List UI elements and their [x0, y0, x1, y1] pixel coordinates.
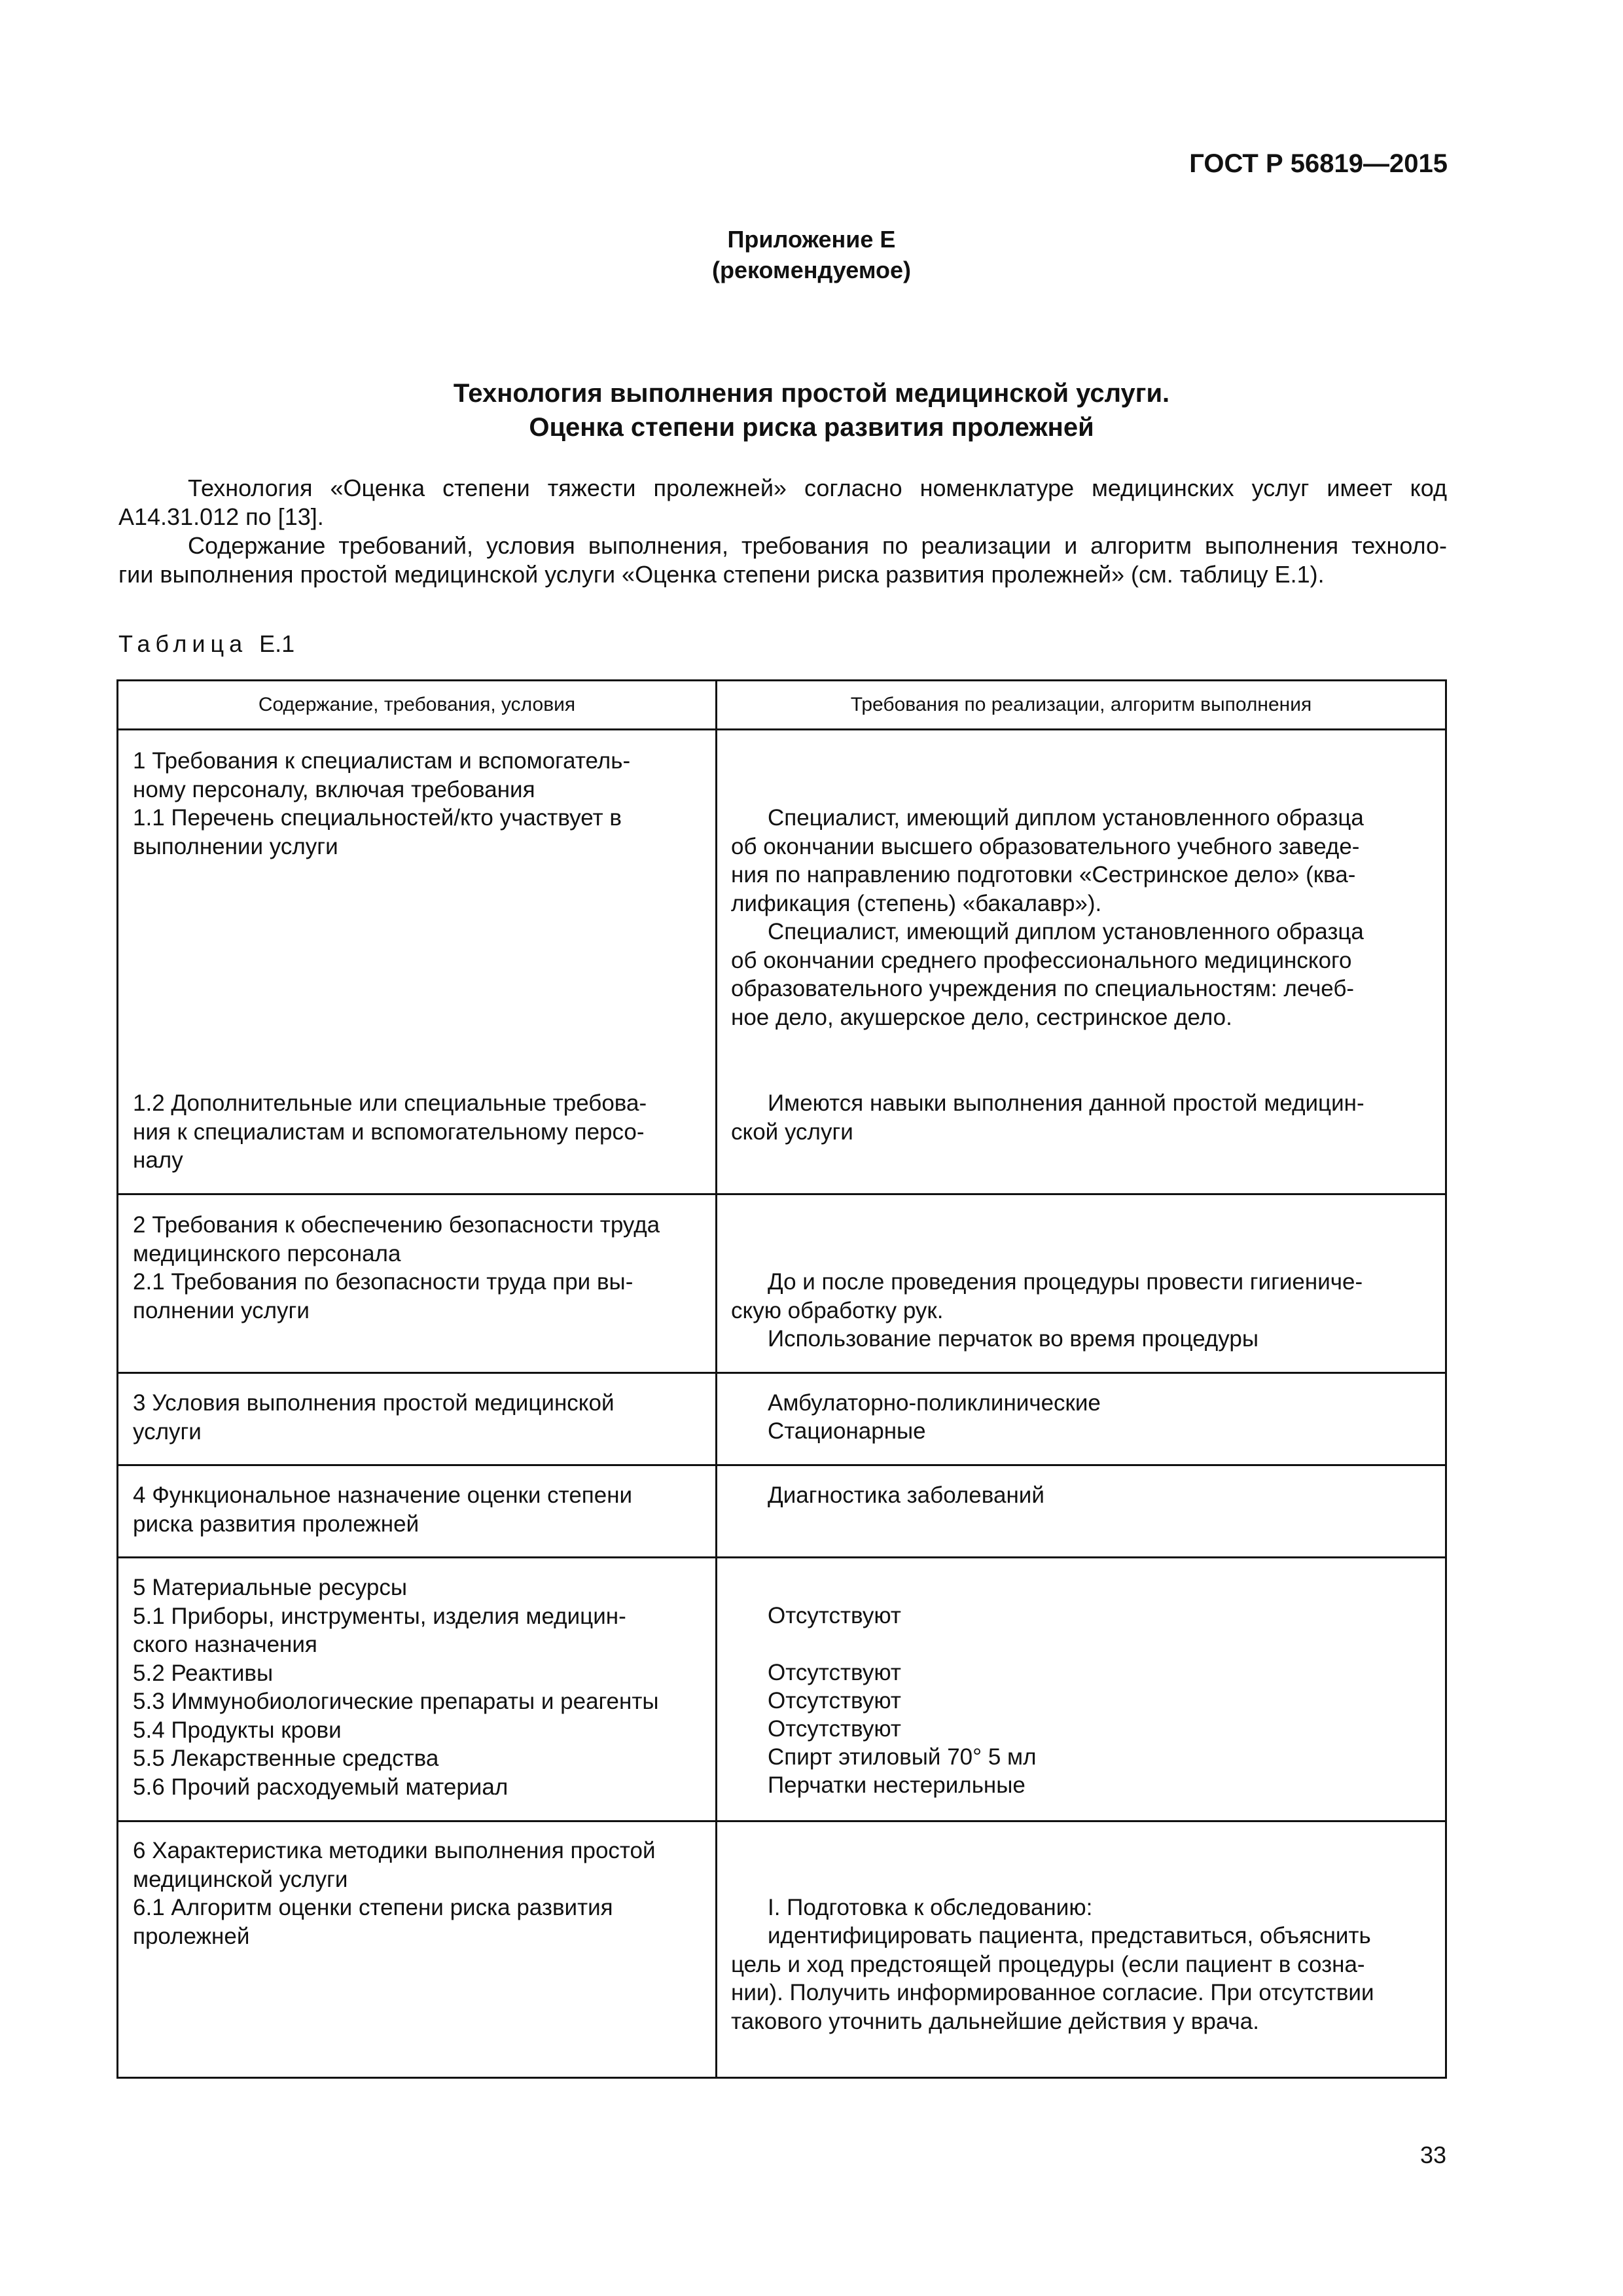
row-5-right-5: Спирт этиловый 70° 5 мл [768, 1744, 1037, 1770]
row-4-left: 4 Функциональное назначение оценки степени риска развития пролежней [133, 1482, 633, 1537]
intro-paragraph-1-line-2: А14.31.012 по [13]. [118, 503, 324, 530]
row-5-left: 5 Материальные ресурсы 5.1 Приборы, инструменты, изделия медицин- ского назначения 5.2 Реактивы 5.3 Иммунобиологические препараты и реагенты 5.4 Продукты крови 5.5 Лекарственные средства 5.6 Прочий расходуемый материал [133, 1575, 659, 1800]
appendix-status: (рекомендуемое) [712, 257, 911, 283]
row-1-right-a: Специалист, имеющий диплом установленного образца об окончании высшего образовательного учебного заведе- ния по направлению подготовки «Сестринское дело» (ква- лификация (степень) «бакалавр»). [731, 805, 1364, 916]
row-divider [116, 1372, 1447, 1374]
table-border-middle [715, 679, 717, 2079]
appendix-title: Приложение Е [727, 226, 896, 253]
row-5-right-3: Отсутствуют [768, 1688, 901, 1713]
row-1-right-b: Специалист, имеющий диплом установленного образца об окончании среднего профессионального медицинского образовательного учреждения по специальностям: лечеб- ное дело, акушерское дело, сестринское дело. [731, 919, 1364, 1030]
table-label-word: Таблица [118, 630, 248, 657]
row-4-right: Диагностика заболеваний [768, 1482, 1044, 1508]
intro-paragraph-2-line-2: гии выполнения простой медицинской услуги «Оценка степени риска развития пролежней» (см. таблицу Е.1). [118, 561, 1325, 588]
row-2-right-b: Использование перчаток во время процедуры [768, 1326, 1259, 1352]
page-title-line-2: Оценка степени риска развития пролежней [529, 413, 1094, 442]
row-3-left: 3 Условия выполнения простой медицинской услуги [133, 1390, 615, 1444]
row-divider [116, 1556, 1447, 1558]
row-1-right-2: Имеются навыки выполнения данной простой медицин- ской услуги [731, 1090, 1364, 1145]
row-divider [116, 1820, 1447, 1822]
table-label [118, 630, 294, 658]
row-6-right-a: I. Подготовка к обследованию: [768, 1895, 1093, 1920]
intro-paragraph-2-line-1: Содержание требований, условия выполнения, требования по реализации и алгоритм выполнения техноло- [188, 532, 1447, 559]
row-2-right-a: До и после проведения процедуры провести гигиениче- скую обработку рук. [731, 1269, 1363, 1323]
table-header-right: Требования по реализации, алгоритм выполнения [850, 694, 1312, 715]
table-border-left [116, 679, 118, 2079]
intro-paragraph-1-line-1: Технология «Оценка степени тяжести пролежней» согласно номенклатуре медицинских услуг имеет код [188, 475, 1447, 501]
row-5-right-2: Отсутствуют [768, 1660, 901, 1685]
row-3-right-b: Стационарные [768, 1418, 926, 1444]
table-border-bottom [116, 2077, 1447, 2079]
row-1-left-2: 1.2 Дополнительные или специальные требова- ния к специалистам и вспомогательному персо- налу [133, 1090, 647, 1173]
row-2-left: 2 Требования к обеспечению безопасности труда медицинского персонала 2.1 Требования по безопасности труда при вы- полнении услуги [133, 1212, 660, 1323]
table-header-left: Содержание, требования, условия [258, 694, 576, 715]
table-border-right [1445, 679, 1447, 2079]
row-5-right-1: Отсутствуют [768, 1603, 901, 1628]
row-6-left: 6 Характеристика методики выполнения простой медицинской услуги 6.1 Алгоритм оценки степени риска развития пролежней [133, 1838, 656, 1949]
table-label-number: Е.1 [259, 630, 295, 657]
row-6-right-b: идентифицировать пациента, представиться, объяснить цель и ход предстоящей процедуры (если пациент в созна- нии). Получить информированное согласие. При отсутствии такового уточнить дальнейшие действия у врача. [731, 1923, 1374, 2034]
document-code: ГОСТ Р 56819—2015 [1189, 149, 1448, 178]
row-5-right-4: Отсутствуют [768, 1716, 901, 1742]
row-divider [116, 1193, 1447, 1195]
row-1-left: 1 Требования к специалистам и вспомогатель- ному персоналу, включая требования 1.1 Перечень специальностей/кто участвует в выполнении услуги [133, 748, 631, 859]
row-5-right-6: Перчатки нестерильные [768, 1772, 1026, 1798]
row-divider [116, 1464, 1447, 1466]
row-3-right-a: Амбулаторно-поликлинические [768, 1390, 1101, 1416]
page-title-line-1: Технология выполнения простой медицинской услуги. [453, 379, 1170, 408]
page-number: 33 [1419, 2142, 1446, 2168]
